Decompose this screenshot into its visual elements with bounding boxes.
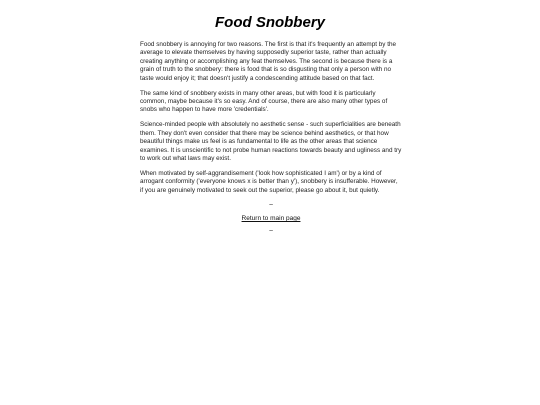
article-body bbox=[140, 41, 402, 240]
paragraph: When motivated by self-aggrandisement ('look how sophisticated I am') or by a kind of arrogant conformity ('everyone knows x is better than y'), snobbery is insufferable. However, if you are genuinely motivated to seek out the superior, please go about it, but quietly. bbox=[140, 170, 398, 194]
paragraph: The same kind of snobbery exists in many other areas, but with food it is particularly common, maybe because it's so easy. And of course, there are also many other types of snobs who happen to have more 'credentials'. bbox=[140, 89, 388, 114]
return-to-main-link[interactable]: Return to main page bbox=[241, 214, 301, 222]
page-title: Food Snobbery bbox=[215, 14, 325, 31]
separator-bottom: ~ bbox=[268, 227, 274, 235]
paragraph: Food snobbery is annoying for two reasons. The first is that it's frequently an attempt by the average to elevate themselves by having supposedly superior taste, rather than actually creating anything or accomplishing any feat themselves. The second is because there is a grain of truth to the snobbery: there is food that is so disgusting that only a person with no taste would enjoy it; that doesn't justify a condescending attitude based on that fact. bbox=[140, 41, 397, 82]
separator-top: ~ bbox=[268, 201, 274, 209]
return-link-container bbox=[140, 214, 402, 223]
paragraph: Science-minded people with absolutely no aesthetic sense - such superficialities are beneath them. They don't even consider that there may be science behind aesthetics, or that how beautiful things make us feel is as fundamental to life as the other areas that science examines. It is unscientific to not probe human reactions towards beauty and ugliness and try to work out what laws may exist. bbox=[140, 121, 402, 163]
